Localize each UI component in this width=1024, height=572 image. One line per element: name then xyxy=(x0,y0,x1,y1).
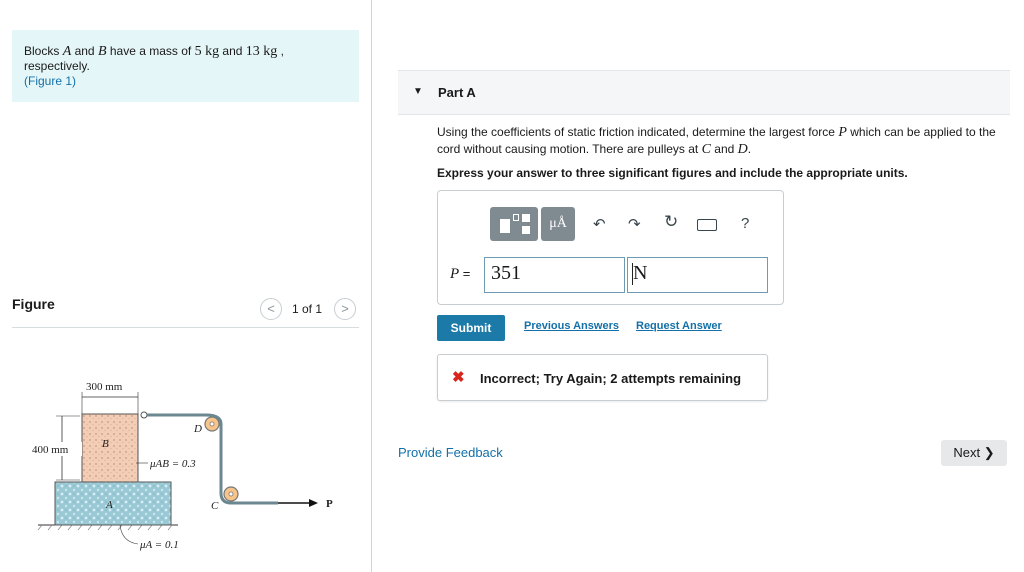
submit-button[interactable]: Submit xyxy=(437,315,505,341)
problem-prefix: Blocks xyxy=(24,44,63,58)
chevron-right-icon[interactable]: > xyxy=(334,298,356,320)
answer-label xyxy=(450,266,470,283)
unit-value: N xyxy=(633,262,648,284)
question-mid: which can be applied to the cord without causing motion. There are pulleys at xyxy=(437,125,996,156)
block-a xyxy=(55,482,171,525)
problem-suffix: , respectively. xyxy=(24,44,284,73)
left-panel xyxy=(0,0,372,572)
mu-a-label: μA = 0.1 xyxy=(140,539,179,551)
problem-mid2: have a mass of xyxy=(106,44,195,58)
width-label: 300 mm xyxy=(86,381,123,393)
force-label: P xyxy=(326,498,333,510)
question-d: D xyxy=(737,142,748,157)
unit-input[interactable] xyxy=(627,257,768,293)
problem-mid1: and xyxy=(71,44,98,58)
cord-anchor xyxy=(141,412,147,418)
previous-answers-link[interactable]: Previous Answers xyxy=(524,320,619,332)
block-b-label: B xyxy=(102,438,109,450)
help-icon[interactable]: ? xyxy=(741,215,750,232)
value-input[interactable]: 351 xyxy=(484,257,625,293)
units-button[interactable]: μÅ xyxy=(541,207,575,241)
figure-diagram xyxy=(28,372,338,562)
pulley-d-label: D xyxy=(194,423,202,435)
figure-title: Figure xyxy=(12,296,55,312)
part-title: Part A xyxy=(438,85,476,100)
block-b-symbol: B xyxy=(97,44,107,59)
pulley-c-label: C xyxy=(211,500,219,512)
question-end: . xyxy=(747,142,752,156)
mass-b: 13 kg xyxy=(245,44,278,59)
undo-icon[interactable]: ↶ xyxy=(593,216,606,233)
chevron-left-icon[interactable]: < xyxy=(260,298,282,320)
redo-icon[interactable]: ↷ xyxy=(628,216,641,233)
question-c: C xyxy=(701,142,711,157)
answer-box xyxy=(437,190,784,305)
feedback-text: Incorrect; Try Again; 2 attempts remaining xyxy=(480,371,742,386)
height-label: 400 mm xyxy=(32,444,69,456)
answer-var: P xyxy=(450,266,460,282)
keyboard-icon[interactable] xyxy=(697,219,717,231)
ground-hatch xyxy=(38,525,172,530)
instruction-text: Express your answer to three significant figures and include the appropriate units. xyxy=(437,166,908,180)
question-text xyxy=(437,124,1017,158)
error-x-icon: ✖ xyxy=(452,369,465,386)
problem-statement xyxy=(12,30,359,102)
answer-eq: = xyxy=(459,266,471,281)
block-a-label: A xyxy=(106,499,113,511)
block-a-symbol: A xyxy=(62,44,72,59)
request-answer-link[interactable]: Request Answer xyxy=(636,320,722,332)
mu-ab-label: μAB = 0.3 xyxy=(150,458,196,470)
caret-down-icon[interactable]: ▼ xyxy=(413,86,423,97)
reset-icon[interactable]: ↻ xyxy=(664,212,679,231)
templates-icon[interactable] xyxy=(490,207,538,241)
block-b xyxy=(82,414,138,482)
feedback-box xyxy=(437,354,768,401)
question-and: and xyxy=(710,142,738,156)
figure-link[interactable]: (Figure 1) xyxy=(24,74,77,88)
figure-header xyxy=(12,290,359,328)
question-p: P xyxy=(838,125,847,140)
question-pre: Using the coefficients of static friction indicated, determine the largest force xyxy=(437,125,839,139)
problem-mid3: and xyxy=(219,44,246,58)
figure-count: 1 of 1 xyxy=(292,302,323,316)
mass-a: 5 kg xyxy=(194,44,220,59)
next-button[interactable]: Next ❯ xyxy=(941,440,1007,466)
provide-feedback-link[interactable]: Provide Feedback xyxy=(398,445,503,460)
part-a-header[interactable] xyxy=(398,70,1010,115)
